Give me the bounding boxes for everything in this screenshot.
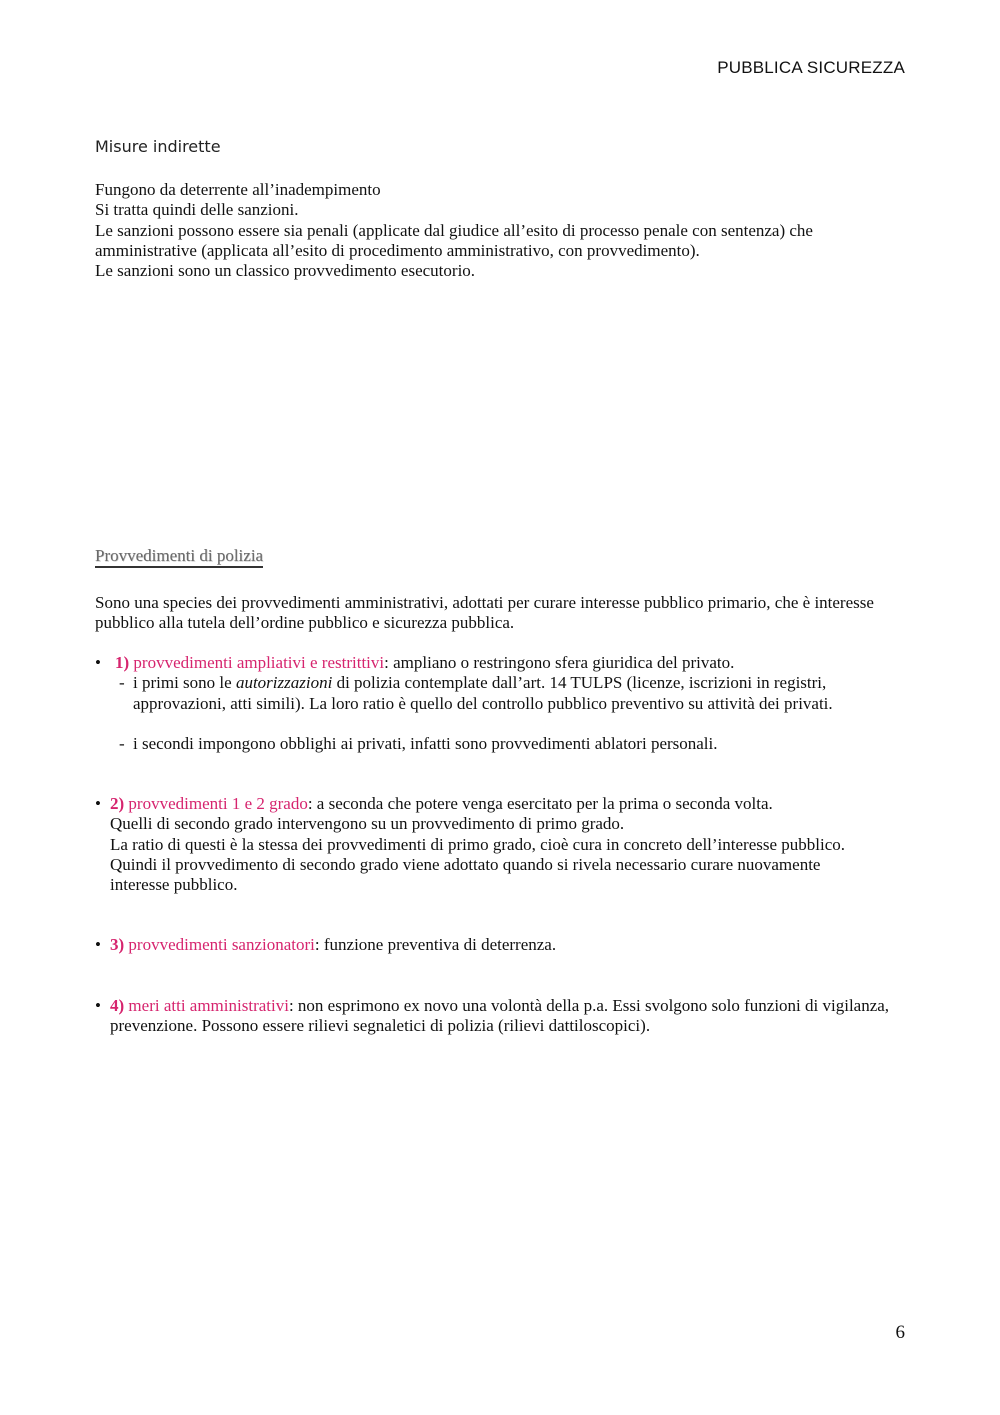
section-heading-provvedimenti-di-polizia: Provvedimenti di polizia	[95, 546, 263, 568]
item-number: 2)	[110, 794, 125, 813]
paragraph-line: Le sanzioni possono essere sia penali (applicate dal giudice all’esito di processo penale con sentenza) che amministrative (applicata all’esito di procedimento amministrativo, con provvedimento).	[95, 220, 813, 260]
bullet-icon: •	[95, 935, 101, 954]
paragraph-line: Si tratta quindi delle sanzioni.	[95, 200, 299, 220]
sub-item-text: i primi sono le	[133, 673, 236, 693]
item-term: provvedimenti ampliativi e restrittivi	[133, 653, 385, 672]
item-description: : non esprimono ex novo una volontà della p.a. Essi svolgono solo funzioni di vigilanza, prevenzione. Possono essere rilievi segnaletici di polizia (rilievi dattiloscopici).	[110, 996, 890, 1036]
item-number: 1)	[115, 653, 130, 672]
item-number: 3)	[110, 935, 125, 954]
item-number: 4)	[110, 996, 125, 1015]
item-term: meri atti amministrativi	[128, 996, 289, 1015]
list-item-1	[95, 653, 915, 754]
item-term: provvedimenti sanzionatori	[128, 935, 315, 954]
item-term: provvedimenti 1 e 2 grado	[128, 794, 308, 813]
list-item-3	[95, 935, 915, 955]
sub-item-text: di polizia contemplate dall’art. 14 TULPS (licenze, iscrizioni in registri, approvazioni, atti simili). La loro ratio è quello del controllo pubblico preventivo su attività dei privati.	[133, 673, 833, 713]
list-item-2	[95, 794, 915, 895]
section-heading-misure-indirette: Misure indirette	[95, 137, 221, 156]
item-description: : a seconda che potere venga esercitato per la prima o seconda volta.	[307, 794, 773, 813]
section-misure-indirette-body	[95, 180, 905, 281]
dash-marker: -	[119, 733, 125, 753]
intro-text: Sono una species dei provvedimenti amministrativi, adottati per curare interesse pubblico primario, che è interesse pubblico alla tutela dell’ordine pubblico e sicurezza pubblica.	[95, 593, 874, 633]
list-item-4	[95, 996, 895, 1037]
sub-item	[95, 734, 915, 754]
item-extra-text: Quelli di secondo grado intervengono su un provvedimento di primo grado.	[110, 814, 625, 834]
bullet-icon: •	[95, 996, 101, 1015]
sub-item-italic: autorizzazioni	[235, 673, 333, 693]
sub-item	[95, 673, 915, 714]
sub-item-text: i secondi impongono obblighi ai privati, infatti sono provvedimenti ablatori personali.	[133, 733, 718, 753]
paragraph-line: Fungono da deterrente all’inadempimento	[95, 180, 381, 199]
item-description: : ampliano o restringono sfera giuridica del privato.	[384, 653, 735, 672]
section-intro-paragraph	[95, 593, 905, 634]
page-number: 6	[895, 1322, 905, 1343]
bullet-icon: •	[95, 794, 101, 813]
item-extra-text: La ratio di questi è la stessa dei provvedimenti di primo grado, cioè cura in concreto dell’interesse pubblico. Quindi il provvedimento di secondo grado viene adottato quando si rivela necessario curare nuovamente interesse pubblico.	[110, 834, 846, 895]
paragraph-line: Le sanzioni sono un classico provvedimento esecutorio.	[95, 261, 476, 281]
bullet-icon: •	[95, 653, 101, 672]
running-header: PUBBLICA SICUREZZA	[717, 58, 905, 77]
item-description: : funzione preventiva di deterrenza.	[314, 935, 557, 954]
dash-marker: -	[119, 673, 125, 693]
